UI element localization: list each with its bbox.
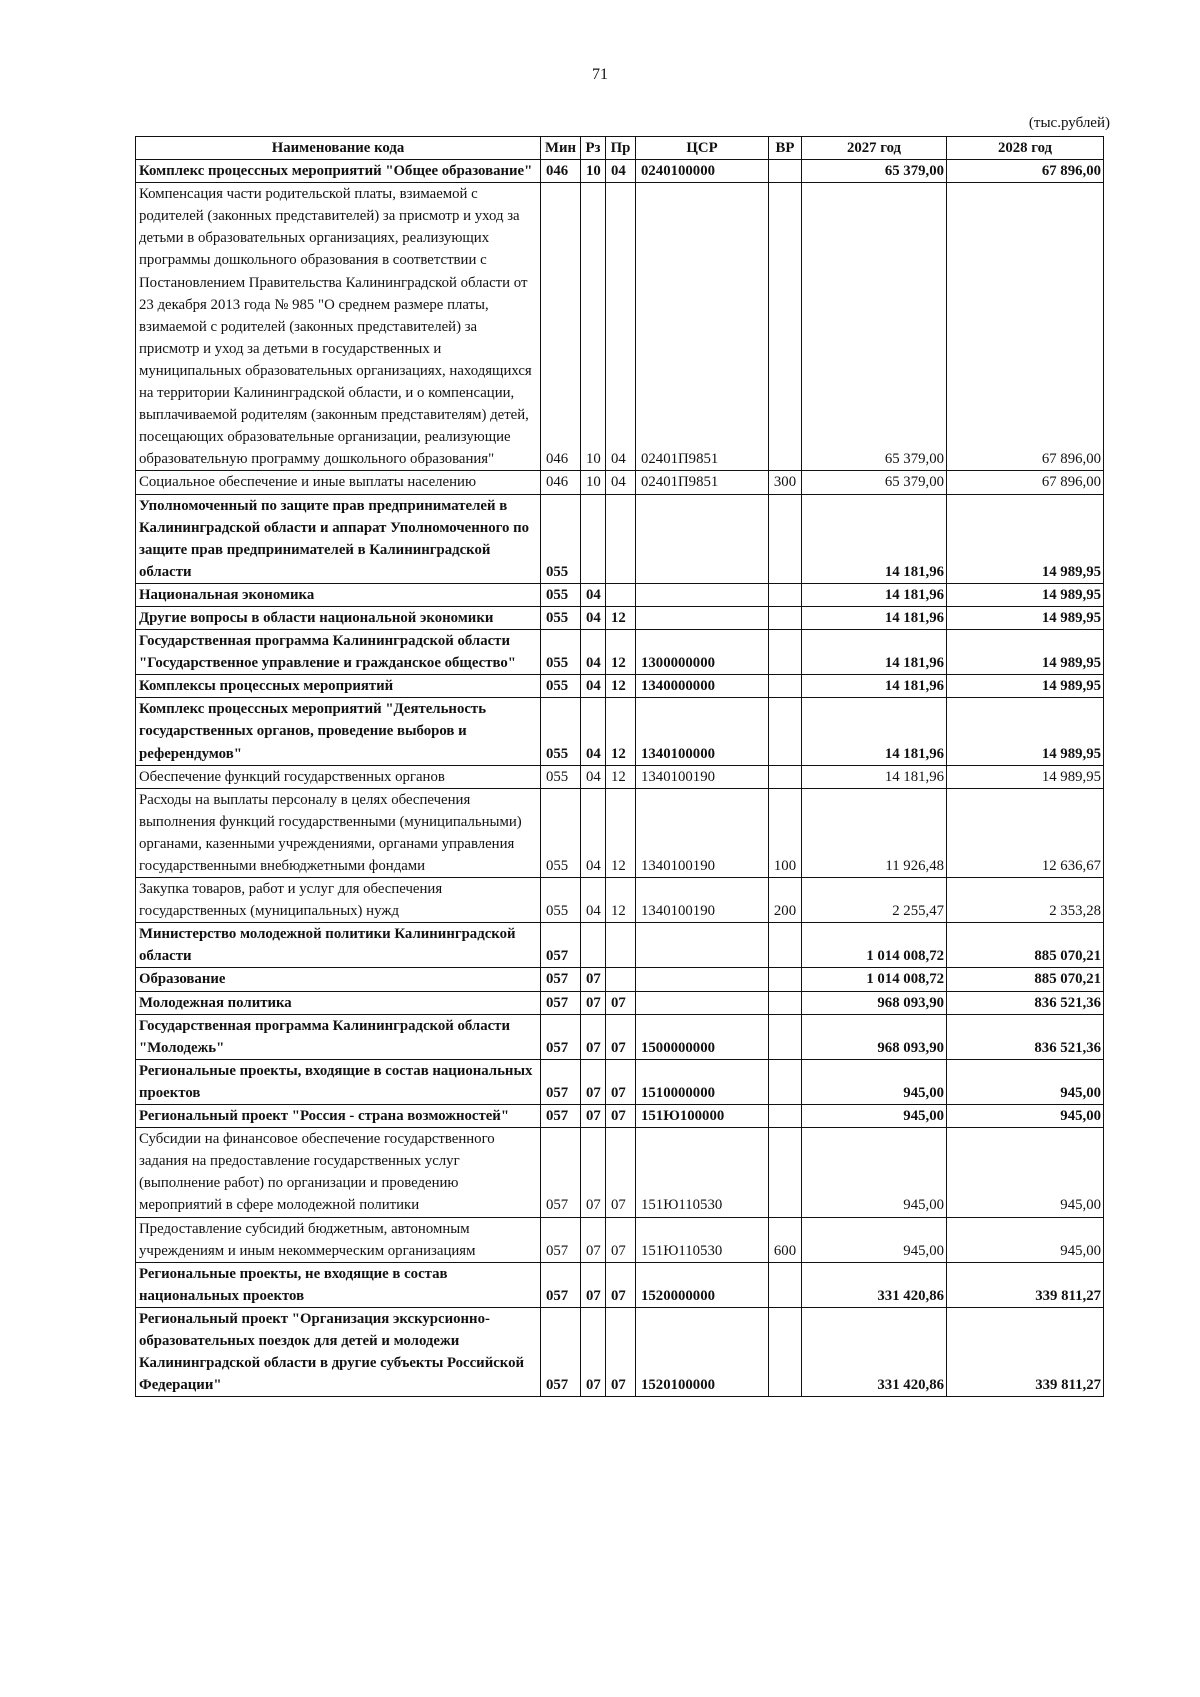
row-csr (636, 923, 769, 968)
row-name: Закупка товаров, работ и услуг для обеспечения государственных (муниципальных) нужд (136, 878, 541, 923)
row-pr: 07 (606, 1105, 636, 1128)
row-min: 055 (541, 583, 581, 606)
row-name: Комплекс процессных мероприятий "Деятельность государственных органов, проведение выборов и референдумов" (136, 698, 541, 765)
row-vr (769, 698, 802, 765)
row-min: 046 (541, 160, 581, 183)
row-pr: 12 (606, 698, 636, 765)
table-header-row (136, 137, 1104, 160)
row-vr (769, 923, 802, 968)
row-2028: 945,00 (947, 1105, 1104, 1128)
row-2027: 65 379,00 (802, 183, 947, 471)
table-row (136, 630, 1104, 675)
row-rz (581, 923, 606, 968)
table-row (136, 923, 1104, 968)
row-csr: 1340100190 (636, 765, 769, 788)
row-rz: 04 (581, 788, 606, 877)
row-rz: 04 (581, 698, 606, 765)
table-row (136, 991, 1104, 1014)
row-min: 057 (541, 1128, 581, 1217)
row-2028: 945,00 (947, 1217, 1104, 1262)
row-2028: 14 989,95 (947, 765, 1104, 788)
row-vr (769, 1307, 802, 1396)
row-min: 057 (541, 1262, 581, 1307)
table-row (136, 160, 1104, 183)
row-2028: 339 811,27 (947, 1307, 1104, 1396)
row-csr (636, 583, 769, 606)
row-pr: 07 (606, 1014, 636, 1059)
row-min: 057 (541, 991, 581, 1014)
row-2028: 14 989,95 (947, 606, 1104, 629)
row-pr: 04 (606, 183, 636, 471)
page-number: 71 (592, 66, 608, 83)
row-name: Региональные проекты, не входящие в состав национальных проектов (136, 1262, 541, 1307)
row-csr: 1520000000 (636, 1262, 769, 1307)
row-vr (769, 968, 802, 991)
row-2028: 14 989,95 (947, 675, 1104, 698)
header-min: Мин (541, 137, 581, 160)
row-min: 055 (541, 788, 581, 877)
row-2028: 14 989,95 (947, 630, 1104, 675)
row-min: 055 (541, 698, 581, 765)
header-pr: Пр (606, 137, 636, 160)
row-2027: 331 420,86 (802, 1307, 947, 1396)
table-row (136, 698, 1104, 765)
table-row (136, 1217, 1104, 1262)
row-pr: 04 (606, 471, 636, 494)
row-name: Уполномоченный по защите прав предпринимателей в Калининградской области и аппарат Уполномоченного по защите прав предпринимателей в Калининградской области (136, 494, 541, 583)
table-row (136, 1059, 1104, 1104)
row-name: Расходы на выплаты персоналу в целях обеспечения выполнения функций государственными (муниципальными) органами, казенными учреждениями, органами управления государственными внебюджетными фондами (136, 788, 541, 877)
row-pr: 07 (606, 1307, 636, 1396)
row-csr: 1340100190 (636, 878, 769, 923)
row-min: 046 (541, 183, 581, 471)
row-pr: 12 (606, 788, 636, 877)
row-vr (769, 1128, 802, 1217)
row-name: Компенсация части родительской платы, взимаемой с родителей (законных представителей) за присмотр и уход за детьми в образовательных организациях, реализующих программы дошкольного образования в соответствии с Постановлением Правительства Калининградской области от 23 декабря 2013 года № 985 "О среднем размере платы, взимаемой с родителей (законных представителей) за присмотр и уход за детьми в государственных и муниципальных образовательных организациях, находящихся на территории Калининградской области, и о компенсации, выплачиваемой родителям (законным представителям) детей, посещающих образовательные организации, реализующие образовательную программу дошкольного образования" (136, 183, 541, 471)
row-min: 057 (541, 1059, 581, 1104)
row-csr: 1510000000 (636, 1059, 769, 1104)
header-name: Наименование кода (136, 137, 541, 160)
row-vr (769, 1105, 802, 1128)
row-2028: 885 070,21 (947, 923, 1104, 968)
row-2028: 67 896,00 (947, 183, 1104, 471)
table-row (136, 583, 1104, 606)
row-rz: 07 (581, 1059, 606, 1104)
row-pr: 07 (606, 991, 636, 1014)
row-name: Региональный проект "Организация экскурсионно-образовательных поездок для детей и молодежи Калининградской области в другие субъекты Российской Федерации" (136, 1307, 541, 1396)
row-2027: 1 014 008,72 (802, 968, 947, 991)
row-rz: 07 (581, 1128, 606, 1217)
row-min: 055 (541, 494, 581, 583)
row-vr: 600 (769, 1217, 802, 1262)
row-name: Региональный проект "Россия - страна возможностей" (136, 1105, 541, 1128)
row-vr (769, 1059, 802, 1104)
table-row (136, 968, 1104, 991)
row-rz: 07 (581, 1014, 606, 1059)
row-pr: 12 (606, 878, 636, 923)
row-rz: 10 (581, 183, 606, 471)
row-vr: 100 (769, 788, 802, 877)
row-csr: 02401П9851 (636, 183, 769, 471)
row-csr (636, 968, 769, 991)
row-csr (636, 991, 769, 1014)
row-2028: 945,00 (947, 1059, 1104, 1104)
row-2028: 14 989,95 (947, 494, 1104, 583)
row-csr: 02401П9851 (636, 471, 769, 494)
row-rz: 07 (581, 968, 606, 991)
row-name: Комплексы процессных мероприятий (136, 675, 541, 698)
row-name: Обеспечение функций государственных органов (136, 765, 541, 788)
row-2027: 14 181,96 (802, 606, 947, 629)
row-pr (606, 494, 636, 583)
table-row (136, 765, 1104, 788)
row-2027: 14 181,96 (802, 494, 947, 583)
header-2027: 2027 год (802, 137, 947, 160)
row-rz: 04 (581, 675, 606, 698)
row-2028: 14 989,95 (947, 583, 1104, 606)
row-name: Другие вопросы в области национальной экономики (136, 606, 541, 629)
row-min: 057 (541, 1014, 581, 1059)
row-pr: 07 (606, 1128, 636, 1217)
table-body (136, 160, 1104, 1397)
row-2028: 945,00 (947, 1128, 1104, 1217)
row-name: Министерство молодежной политики Калининградской области (136, 923, 541, 968)
row-csr: 151Ю110530 (636, 1128, 769, 1217)
row-vr (769, 1014, 802, 1059)
row-2028: 14 989,95 (947, 698, 1104, 765)
row-min: 057 (541, 1217, 581, 1262)
budget-table (135, 136, 1104, 1397)
row-name: Национальная экономика (136, 583, 541, 606)
row-2027: 968 093,90 (802, 1014, 947, 1059)
row-pr: 07 (606, 1059, 636, 1104)
row-rz: 04 (581, 878, 606, 923)
row-vr (769, 630, 802, 675)
row-name: Государственная программа Калининградской области "Молодежь" (136, 1014, 541, 1059)
row-2028: 339 811,27 (947, 1262, 1104, 1307)
row-rz (581, 494, 606, 583)
row-2027: 968 093,90 (802, 991, 947, 1014)
table-row (136, 788, 1104, 877)
row-vr (769, 765, 802, 788)
row-pr: 07 (606, 1262, 636, 1307)
row-2027: 945,00 (802, 1128, 947, 1217)
row-pr: 12 (606, 765, 636, 788)
row-csr: 1300000000 (636, 630, 769, 675)
row-rz: 04 (581, 765, 606, 788)
row-2028: 67 896,00 (947, 160, 1104, 183)
row-min: 055 (541, 878, 581, 923)
row-vr (769, 675, 802, 698)
row-csr (636, 494, 769, 583)
header-2028: 2028 год (947, 137, 1104, 160)
row-2027: 331 420,86 (802, 1262, 947, 1307)
table-row (136, 1307, 1104, 1396)
row-csr: 151Ю110530 (636, 1217, 769, 1262)
header-csr: ЦСР (636, 137, 769, 160)
row-vr (769, 583, 802, 606)
row-rz: 04 (581, 583, 606, 606)
row-vr (769, 606, 802, 629)
table-row (136, 1128, 1104, 1217)
row-min: 055 (541, 675, 581, 698)
row-vr (769, 494, 802, 583)
row-2027: 14 181,96 (802, 630, 947, 675)
row-2028: 836 521,36 (947, 1014, 1104, 1059)
row-name: Образование (136, 968, 541, 991)
table-row (136, 606, 1104, 629)
row-csr (636, 606, 769, 629)
row-name: Предоставление субсидий бюджетным, автономным учреждениям и иным некоммерческим организациям (136, 1217, 541, 1262)
row-rz: 10 (581, 160, 606, 183)
header-vr: ВР (769, 137, 802, 160)
row-csr: 1340100000 (636, 698, 769, 765)
row-csr: 0240100000 (636, 160, 769, 183)
row-pr: 12 (606, 675, 636, 698)
row-2027: 65 379,00 (802, 160, 947, 183)
header-rz: Рз (581, 137, 606, 160)
row-min: 057 (541, 923, 581, 968)
row-2027: 65 379,00 (802, 471, 947, 494)
row-2027: 945,00 (802, 1105, 947, 1128)
row-vr: 300 (769, 471, 802, 494)
table-row (136, 1014, 1104, 1059)
row-2028: 67 896,00 (947, 471, 1104, 494)
row-rz: 04 (581, 630, 606, 675)
row-min: 057 (541, 968, 581, 991)
row-vr (769, 183, 802, 471)
row-pr (606, 968, 636, 991)
row-2027: 945,00 (802, 1059, 947, 1104)
row-name: Молодежная политика (136, 991, 541, 1014)
row-min: 055 (541, 765, 581, 788)
row-rz: 07 (581, 1307, 606, 1396)
row-vr (769, 160, 802, 183)
row-csr: 1520100000 (636, 1307, 769, 1396)
row-name: Субсидии на финансовое обеспечение государственного задания на предоставление государственных услуг (выполнение работ) по организации и проведению мероприятий в сфере молодежной политики (136, 1128, 541, 1217)
row-min: 057 (541, 1105, 581, 1128)
row-2027: 14 181,96 (802, 675, 947, 698)
row-pr: 12 (606, 606, 636, 629)
table-row (136, 183, 1104, 471)
row-name: Государственная программа Калининградской области "Государственное управление и гражданское общество" (136, 630, 541, 675)
row-pr (606, 923, 636, 968)
table-row (136, 471, 1104, 494)
row-csr: 1500000000 (636, 1014, 769, 1059)
units-label: (тыс.рублей) (1028, 115, 1110, 131)
table-row (136, 675, 1104, 698)
row-2027: 11 926,48 (802, 788, 947, 877)
row-rz: 07 (581, 1262, 606, 1307)
table-row (136, 1262, 1104, 1307)
row-csr: 1340000000 (636, 675, 769, 698)
row-pr: 07 (606, 1217, 636, 1262)
row-rz: 04 (581, 606, 606, 629)
row-name: Социальное обеспечение и иные выплаты населению (136, 471, 541, 494)
row-2027: 14 181,96 (802, 698, 947, 765)
row-pr: 04 (606, 160, 636, 183)
row-2027: 2 255,47 (802, 878, 947, 923)
row-rz: 07 (581, 1217, 606, 1262)
row-2028: 885 070,21 (947, 968, 1104, 991)
row-min: 055 (541, 606, 581, 629)
row-rz: 07 (581, 1105, 606, 1128)
row-2027: 945,00 (802, 1217, 947, 1262)
row-2027: 14 181,96 (802, 583, 947, 606)
row-2027: 1 014 008,72 (802, 923, 947, 968)
row-pr: 12 (606, 630, 636, 675)
row-2028: 836 521,36 (947, 991, 1104, 1014)
row-name: Региональные проекты, входящие в состав национальных проектов (136, 1059, 541, 1104)
row-rz: 10 (581, 471, 606, 494)
row-csr: 1340100190 (636, 788, 769, 877)
table-row (136, 878, 1104, 923)
row-2028: 2 353,28 (947, 878, 1104, 923)
row-2028: 12 636,67 (947, 788, 1104, 877)
row-name: Комплекс процессных мероприятий "Общее образование" (136, 160, 541, 183)
row-2027: 14 181,96 (802, 765, 947, 788)
row-min: 055 (541, 630, 581, 675)
row-min: 046 (541, 471, 581, 494)
row-vr (769, 1262, 802, 1307)
row-vr (769, 991, 802, 1014)
row-rz: 07 (581, 991, 606, 1014)
row-vr: 200 (769, 878, 802, 923)
row-csr: 151Ю100000 (636, 1105, 769, 1128)
row-min: 057 (541, 1307, 581, 1396)
table-row (136, 1105, 1104, 1128)
table-row (136, 494, 1104, 583)
row-pr (606, 583, 636, 606)
